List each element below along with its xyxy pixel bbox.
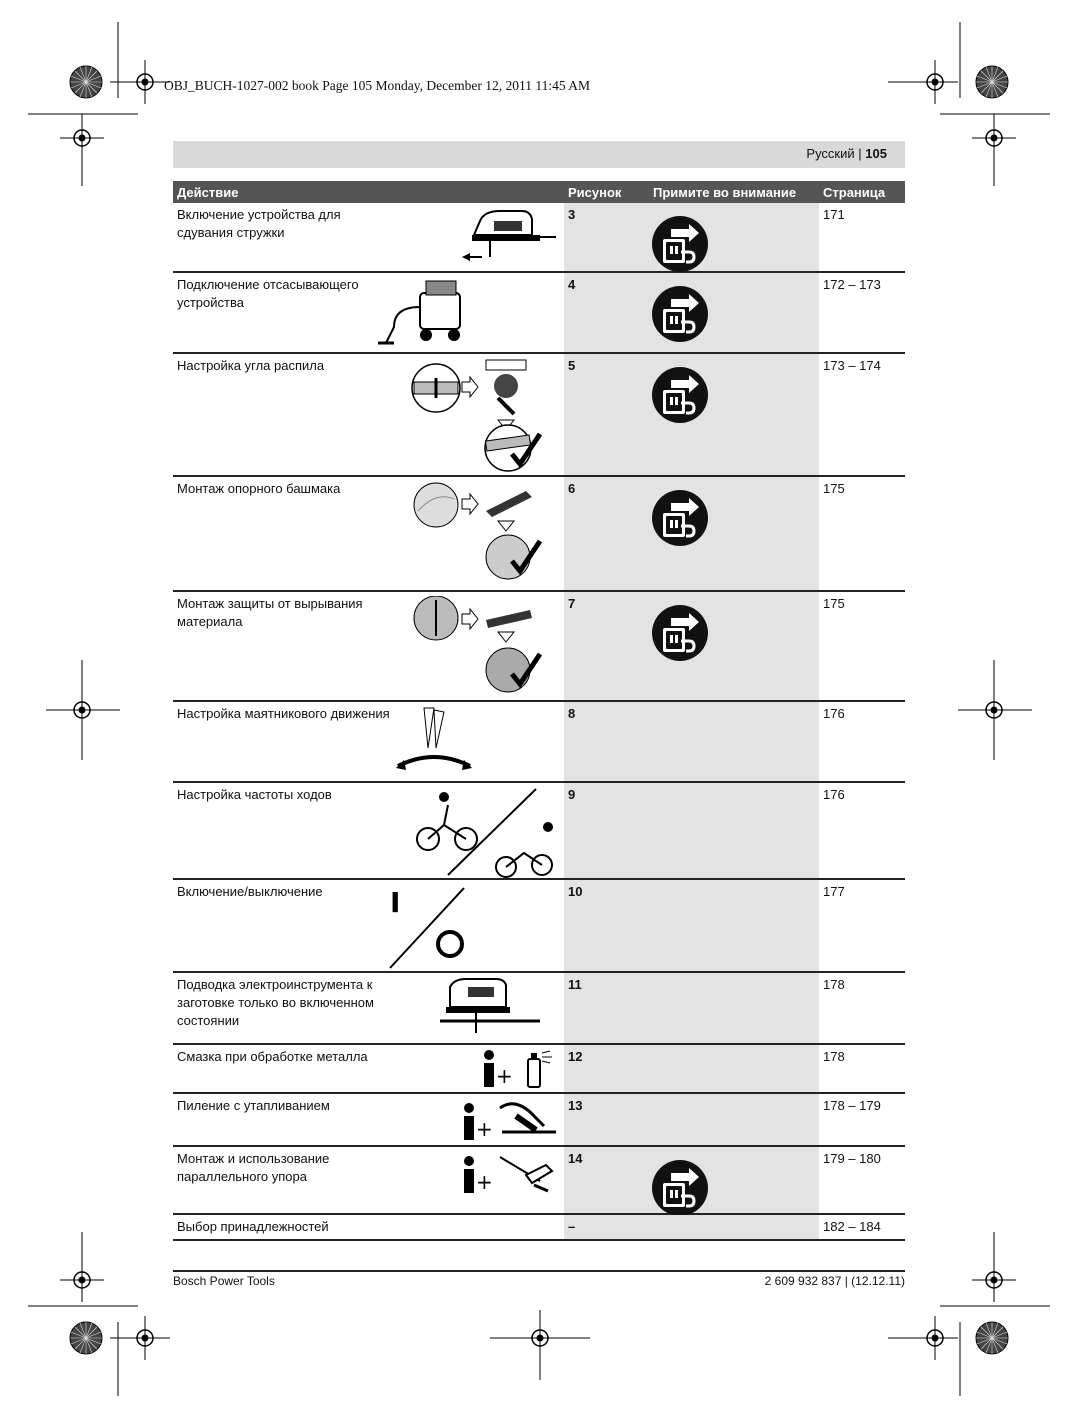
page-cell: 176 bbox=[819, 701, 905, 782]
action-cell bbox=[173, 272, 564, 353]
figure-cell: 10 bbox=[564, 879, 649, 972]
table-row bbox=[173, 701, 905, 782]
splinter-guard-icon bbox=[410, 596, 560, 701]
action-cell bbox=[173, 1214, 564, 1240]
note-cell bbox=[649, 701, 819, 782]
action-cell bbox=[173, 782, 564, 879]
action-cell bbox=[173, 353, 564, 476]
action-cell bbox=[173, 1044, 564, 1093]
action-cell bbox=[173, 1146, 564, 1214]
print-info: OBJ_BUCH-1027-002 book Page 105 Monday, December 12, 2011 11:45 AM bbox=[164, 78, 590, 93]
page-cell: 173 – 174 bbox=[819, 353, 905, 476]
action-text: Смазка при обработке металла bbox=[177, 1049, 368, 1064]
language-header bbox=[806, 146, 887, 161]
action-cell bbox=[173, 203, 564, 272]
table-row bbox=[173, 1146, 905, 1214]
action-cell bbox=[173, 701, 564, 782]
svg-text:I: I bbox=[390, 886, 401, 919]
page-cell: 171 bbox=[819, 203, 905, 272]
column-header-note: Примите во внимание bbox=[649, 181, 819, 203]
figure-cell: 12 bbox=[564, 1044, 649, 1093]
action-cell bbox=[173, 476, 564, 591]
page-number: 105 bbox=[865, 146, 887, 161]
column-header-page: Страница bbox=[819, 181, 905, 203]
table-row bbox=[173, 1214, 905, 1240]
footer-divider bbox=[173, 1270, 905, 1272]
bevel-angle-icon bbox=[410, 358, 560, 479]
note-cell bbox=[649, 1214, 819, 1240]
action-text: Пиление с утапливанием bbox=[177, 1098, 330, 1113]
on-off-icon bbox=[384, 884, 474, 975]
table-row bbox=[173, 591, 905, 701]
action-text: Монтаж опорного башмака bbox=[177, 481, 341, 496]
figure-cell: 5 bbox=[564, 353, 649, 476]
table-row bbox=[173, 203, 905, 272]
action-text: Настройка частоты ходов bbox=[177, 787, 332, 802]
action-text: Включение устройства для сдувания стружки bbox=[177, 207, 341, 240]
figure-cell: – bbox=[564, 1214, 649, 1240]
footer-brand: Bosch Power Tools bbox=[173, 1274, 275, 1288]
figure-cell: 8 bbox=[564, 701, 649, 782]
page-cell: 172 – 173 bbox=[819, 272, 905, 353]
svg-text:+: + bbox=[496, 1064, 513, 1088]
column-header-action: Действие bbox=[173, 181, 564, 203]
note-cell bbox=[649, 272, 819, 353]
jigsaw-blower-icon bbox=[460, 207, 560, 270]
base-plate-icon bbox=[410, 481, 560, 586]
note-cell bbox=[649, 782, 819, 879]
note-cell bbox=[649, 591, 819, 701]
page-cell: 182 – 184 bbox=[819, 1214, 905, 1240]
note-cell bbox=[649, 879, 819, 972]
page-cell: 177 bbox=[819, 879, 905, 972]
figure-cell: 14 bbox=[564, 1146, 649, 1214]
figure-cell: 4 bbox=[564, 272, 649, 353]
note-cell bbox=[649, 353, 819, 476]
figure-cell: 7 bbox=[564, 591, 649, 701]
language-header-bar bbox=[173, 141, 905, 168]
action-text: Подключение отсасывающего устройства bbox=[177, 277, 359, 310]
unplug-warning-icon bbox=[651, 285, 709, 348]
vacuum-cleaner-icon bbox=[374, 277, 474, 354]
action-text: Настройка угла распила bbox=[177, 358, 325, 373]
figure-cell: 9 bbox=[564, 782, 649, 879]
pendulum-action-icon bbox=[394, 706, 474, 785]
note-cell bbox=[649, 203, 819, 272]
svg-text:+: + bbox=[476, 1117, 493, 1141]
action-cell bbox=[173, 879, 564, 972]
page-cell: 179 – 180 bbox=[819, 1146, 905, 1214]
action-text: Настройка маятникового движения bbox=[177, 706, 390, 721]
note-cell bbox=[649, 1146, 819, 1214]
table-row bbox=[173, 1093, 905, 1146]
table-row bbox=[173, 476, 905, 591]
note-cell bbox=[649, 1093, 819, 1146]
action-text: Монтаж и использование параллельного упора bbox=[177, 1151, 330, 1184]
figure-cell: 3 bbox=[564, 203, 649, 272]
table-row bbox=[173, 1044, 905, 1093]
page-cell: 176 bbox=[819, 782, 905, 879]
note-cell bbox=[649, 972, 819, 1044]
page-cell: 178 – 179 bbox=[819, 1093, 905, 1146]
page-cell: 175 bbox=[819, 476, 905, 591]
table-row bbox=[173, 353, 905, 476]
table-row bbox=[173, 972, 905, 1044]
table-row bbox=[173, 782, 905, 879]
info-lubricant-icon bbox=[480, 1049, 560, 1094]
action-text: Подводка электроинструмента к заготовке только во включенном состоянии bbox=[177, 977, 374, 1028]
operations-table bbox=[173, 181, 905, 1241]
action-text: Монтаж защиты от вырывания материала bbox=[177, 596, 363, 629]
jigsaw-on-workpiece-icon bbox=[440, 977, 560, 1042]
info-parallel-guide-icon bbox=[460, 1151, 560, 1200]
column-header-figure: Рисунок bbox=[564, 181, 649, 203]
note-cell bbox=[649, 1044, 819, 1093]
unplug-warning-icon bbox=[651, 215, 709, 278]
unplug-warning-icon bbox=[651, 604, 709, 667]
svg-text:+: + bbox=[476, 1170, 493, 1194]
action-cell bbox=[173, 1093, 564, 1146]
action-text: Выбор принадлежностей bbox=[177, 1219, 329, 1234]
note-cell bbox=[649, 476, 819, 591]
header-separator: | bbox=[858, 146, 862, 161]
figure-cell: 11 bbox=[564, 972, 649, 1044]
table-header-row bbox=[173, 181, 905, 203]
page-cell: 175 bbox=[819, 591, 905, 701]
unplug-warning-icon bbox=[651, 366, 709, 429]
figure-cell: 13 bbox=[564, 1093, 649, 1146]
table-row bbox=[173, 272, 905, 353]
info-plunge-cut-icon bbox=[460, 1098, 560, 1147]
language-label: Русский bbox=[806, 146, 855, 161]
action-cell bbox=[173, 591, 564, 701]
page-cell: 178 bbox=[819, 1044, 905, 1093]
figure-cell: 6 bbox=[564, 476, 649, 591]
action-text: Включение/выключение bbox=[177, 884, 323, 899]
page-cell: 178 bbox=[819, 972, 905, 1044]
unplug-warning-icon bbox=[651, 489, 709, 552]
unplug-warning-icon bbox=[651, 1159, 709, 1222]
action-cell bbox=[173, 972, 564, 1044]
table-row bbox=[173, 879, 905, 972]
stroke-rate-bicycle-icon bbox=[410, 787, 560, 884]
footer-doc-number: 2 609 932 837 | (12.12.11) bbox=[764, 1274, 905, 1288]
